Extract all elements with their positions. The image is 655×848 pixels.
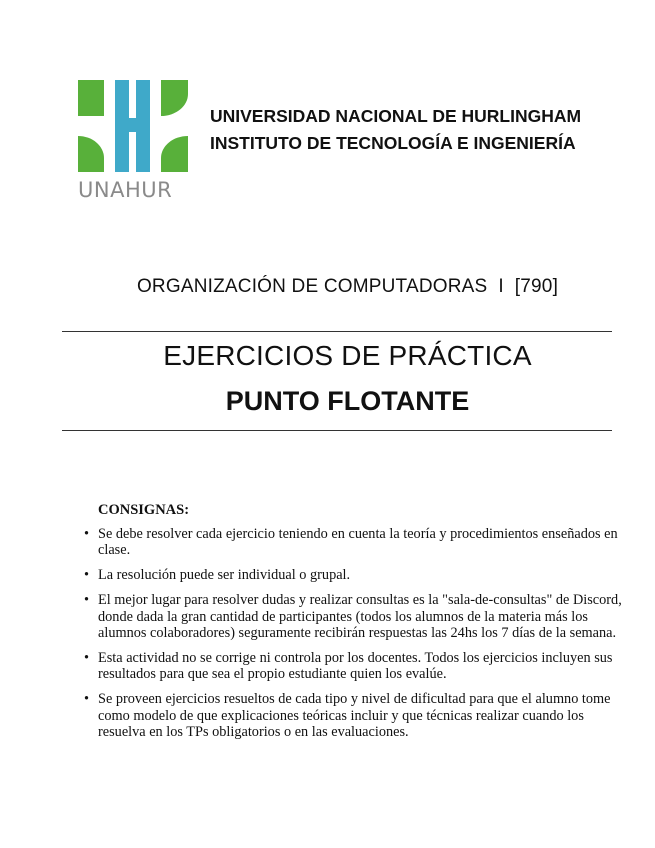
list-item (82, 592, 627, 641)
divider-top (62, 331, 612, 332)
document-title: EJERCICIOS DE PRÁCTICA (163, 340, 532, 371)
bullet-icon: • (84, 649, 90, 666)
divider-bottom (62, 430, 612, 431)
bullet-icon: • (84, 526, 90, 542)
course-title: ORGANIZACIÓN DE COMPUTADORAS I [790] (136, 276, 559, 297)
unahur-logo (78, 80, 188, 206)
list-item (82, 650, 627, 683)
bullet-icon: • (84, 691, 90, 708)
list-item-text: La resolución puede ser individual o grupal. (98, 567, 351, 584)
institution-header (210, 103, 581, 157)
logo-wordmark: UNAHUR (78, 178, 173, 202)
list-item-text: Se debe resolver cada ejercicio teniendo en cuenta la teoría y procedimientos enseñados en clase. (98, 526, 618, 559)
logo-shape-bottom-left (78, 136, 104, 172)
list-item-text: Se proveen ejercicios resueltos de cada tipo y nivel de dificultad para que el alumno tome como modelo de que explicaciones teóricas incluir y que técnicas realizar cuando los resuelva en los TPs obligatorios o en las evaluaciones. (98, 691, 611, 741)
university-name: UNIVERSIDAD NACIONAL DE HURLINGHAM (210, 106, 582, 126)
logo-shape-bottom-right (161, 136, 188, 172)
list-item (82, 526, 627, 559)
logo-shape-top-right (161, 80, 188, 116)
list-item-text: Esta actividad no se corrige ni controla por los docentes. Todos los ejercicios incluyen sus resultados para que sea el propio estudiante quien los evalúe. (98, 649, 613, 683)
list-item-text: El mejor lugar para resolver dudas y realizar consultas es la "sala-de-consultas" de Discord, donde dada la gran cantidad de participantes (todos los alumnos de la materia más los alumnos colaboradores) seguramente recibirán respuestas las 24hs los 7 días de la semana. (98, 592, 622, 642)
instructions-list (82, 526, 627, 749)
institute-name: INSTITUTO DE TECNOLOGÍA E INGENIERÍA (210, 133, 576, 153)
bullet-icon: • (84, 567, 90, 584)
logo-shape-blue-bar (115, 118, 150, 132)
list-item (82, 691, 627, 740)
document-subtitle: PUNTO FLOTANTE (225, 386, 470, 416)
unahur-logo-mark (78, 80, 188, 172)
bullet-icon: • (84, 592, 90, 609)
instructions-heading: CONSIGNAS: (98, 502, 190, 518)
list-item (82, 567, 627, 583)
